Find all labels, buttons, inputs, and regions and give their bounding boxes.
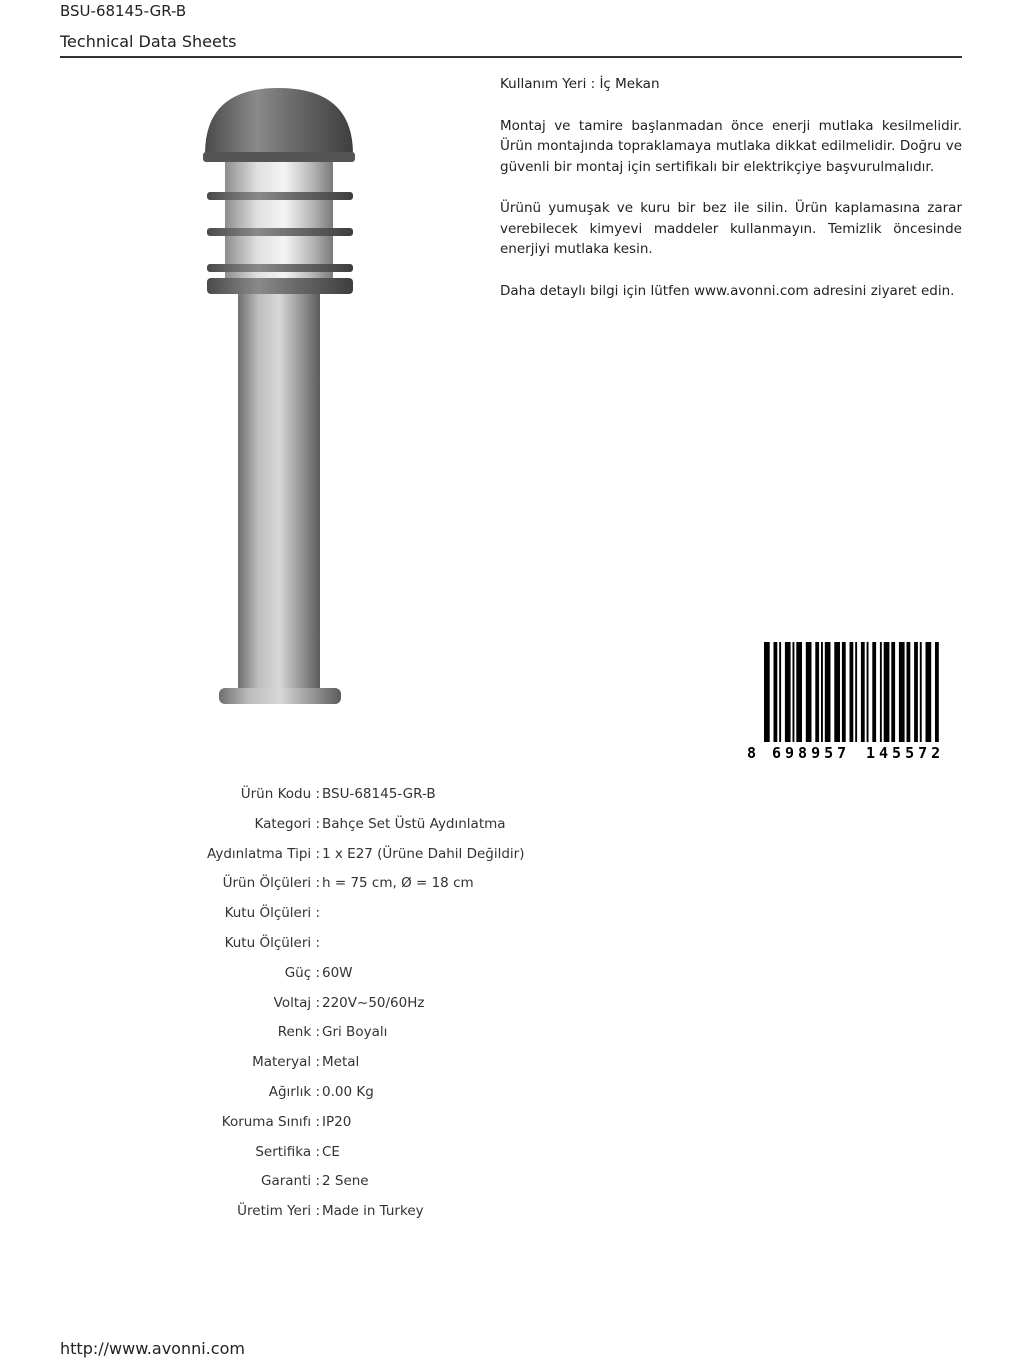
spec-value: 60W [322,964,353,981]
barcode-bar [796,642,802,742]
spec-label: Aydınlatma Tipi : [207,845,320,862]
spec-value: 2 Sene [322,1173,369,1190]
spec-label: Kutu Ölçüleri : [224,934,320,951]
barcode-bar [793,642,795,742]
website-note: Daha detaylı bilgi için lütfen www.avonni.com adresini ziyaret edin. [500,282,955,299]
barcode-bar [834,642,840,742]
spec-row [0,1200,700,1230]
spec-value: 0.00 Kg [322,1083,374,1100]
barcode-bar [884,642,890,742]
header-divider [60,56,962,58]
spec-label: Kutu Ölçüleri : [224,905,320,922]
barcode-bar [764,642,770,742]
spec-label: Voltaj : [273,994,320,1011]
product-code-header: BSU-68145-GR-B [60,2,187,20]
spec-row [0,962,700,992]
spec-label: Güç : [284,964,320,981]
spec-value: Metal [322,1054,360,1071]
barcode-bar [779,642,781,742]
barcode-bar [806,642,812,742]
spec-label: Ağırlık : [268,1083,320,1100]
bollard-lamp-image [195,82,365,712]
spec-row [0,1051,700,1081]
spec-value: Gri Boyalı [322,1024,388,1041]
barcode-bar [872,642,876,742]
spec-row [0,1081,700,1111]
spec-row [0,813,700,843]
spec-label: Ürün Ölçüleri : [222,875,320,892]
spec-label: Renk : [277,1024,320,1041]
barcode-bar [855,642,857,742]
spec-value: Made in Turkey [322,1203,424,1220]
spec-row [0,932,700,962]
spec-row [0,1141,700,1171]
barcode-bar [899,642,905,742]
barcode-bar [821,642,823,742]
spec-row [0,872,700,902]
barcode-bar [914,642,918,742]
spec-value: IP20 [322,1113,352,1130]
barcode-digits-right: 145572 [866,744,945,762]
barcode-bar [785,642,791,742]
barcode-bar [861,642,865,742]
barcode-bar [920,642,922,742]
spec-label: Materyal : [252,1054,320,1071]
spec-label: Ürün Kodu : [240,786,320,802]
spec-value: 220V~50/60Hz [322,994,425,1011]
barcode [747,640,960,762]
spec-value: h = 75 cm, Ø = 18 cm [322,875,474,892]
spec-row [0,1170,700,1200]
usage-location: Kullanım Yeri : İç Mekan [500,76,660,92]
barcode-bar [867,642,869,742]
spec-label: Üretim Yeri : [237,1203,320,1220]
spec-value: 1 x E27 (Ürüne Dahil Değildir) [322,845,525,862]
installation-warning: Montaj ve tamire başlanmadan önce enerji mutlaka kesilmelidir. Ürün montajında topraklamaya mutlaka dikkat edilmelidir. Doğru ve güvenli bir montaj için sertifikalı bir elektrikçiye başvurulmalıdır. [500,117,962,175]
spec-value: BSU-68145-GR-B [322,786,436,802]
barcode-bar [907,642,911,742]
spec-row [0,783,700,813]
spec-value: CE [322,1143,340,1160]
footer-url: http://www.avonni.com [60,1339,245,1358]
barcode-bar [842,642,846,742]
barcode-bar [926,642,932,742]
spec-label: Garanti : [261,1173,320,1190]
spec-label: Koruma Sınıfı : [221,1113,320,1130]
document-title: Technical Data Sheets [60,32,237,51]
barcode-bar [825,642,831,742]
spec-row [0,1021,700,1051]
barcode-bar [774,642,778,742]
barcode-bar [891,642,895,742]
barcode-bar [815,642,819,742]
spec-label: Kategori : [254,815,320,832]
barcode-digit-first: 8 [747,744,757,762]
barcode-digits-left: 698957 [772,744,851,762]
barcode-bar [880,642,882,742]
cleaning-instructions: Ürünü yumuşak ve kuru bir bez ile silin. Ürün kaplamasına zarar verebilecek kimyevi maddeler kullanmayın. Temizlik öncesinde enerjiyi mutlaka kesin. [500,200,962,257]
spec-row [0,1111,700,1141]
spec-label: Sertifika : [255,1143,320,1160]
spec-row [0,992,700,1022]
usage-and-safety-info [500,74,962,322]
spec-row [0,843,700,873]
spec-table [0,783,700,1230]
spec-row [0,902,700,932]
barcode-bar [850,642,854,742]
spec-value: Bahçe Set Üstü Aydınlatma [322,815,506,832]
barcode-bar [935,642,939,742]
